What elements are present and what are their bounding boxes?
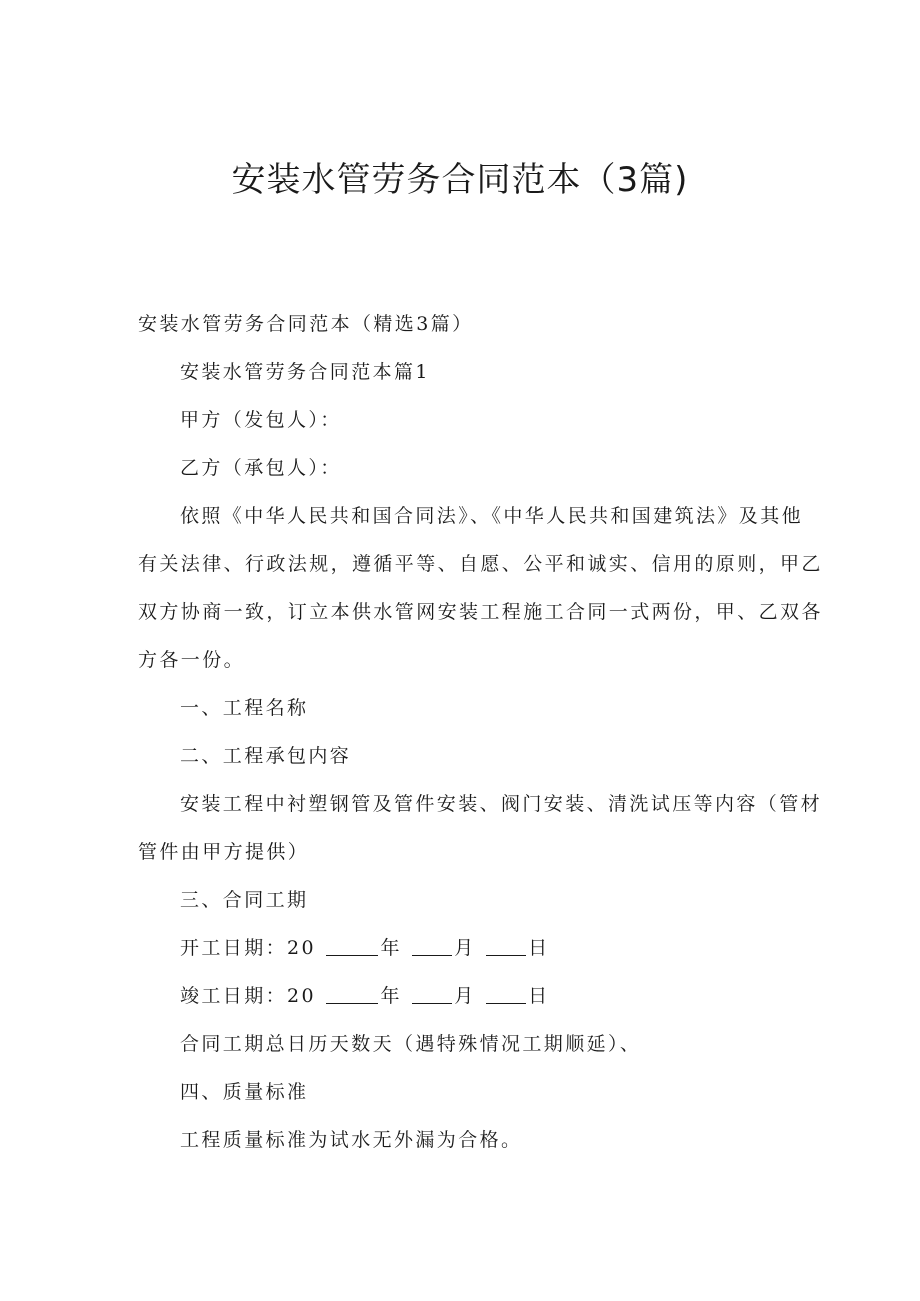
item-1-heading: 一、工程名称 [180, 697, 309, 719]
intro-line-1: 依照《中华人民共和国合同法》、《中华人民共和国建筑法》及其他 [180, 505, 804, 527]
document-subtitle: 安装水管劳务合同范本（精选3篇） [138, 313, 474, 335]
duration-line: 合同工期总日历天数天（遇特殊情况工期顺延）、 [180, 1033, 642, 1055]
start-month-blank [412, 937, 452, 956]
start-date-line [180, 934, 788, 962]
end-month-unit: 月 [454, 985, 476, 1007]
item-2-line-2: 管件由甲方提供） [138, 841, 310, 863]
document-title: 安装水管劳务合同范本（3篇) [231, 160, 689, 200]
end-date-line [180, 982, 788, 1010]
start-day-unit: 日 [528, 937, 550, 959]
party-a-line: 甲方（发包人）： [180, 409, 342, 431]
section-heading: 安装水管劳务合同范本篇1 [180, 361, 430, 383]
start-date-label: 开工日期：20 [180, 937, 316, 959]
item-3-heading: 三、合同工期 [180, 889, 309, 911]
end-year-blank [326, 985, 378, 1004]
start-year-unit: 年 [380, 937, 402, 959]
start-day-blank [486, 937, 526, 956]
intro-line-3: 双方协商一致，订立本供水管网安装工程施工合同一式两份，甲、乙双各 [138, 601, 823, 623]
end-month-blank [412, 985, 452, 1004]
end-year-unit: 年 [380, 985, 402, 1007]
intro-line-4: 方各一份。 [138, 649, 246, 671]
start-year-blank [326, 937, 378, 956]
intro-line-2: 有关法律、行政法规，遵循平等、自愿、公平和诚实、信用的原则，甲乙 [138, 553, 823, 575]
end-day-unit: 日 [528, 985, 550, 1007]
end-day-blank [486, 985, 526, 1004]
start-month-unit: 月 [454, 937, 476, 959]
item-2-heading: 二、工程承包内容 [180, 745, 352, 767]
quality-line: 工程质量标准为试水无外漏为合格。 [180, 1129, 523, 1151]
party-b-line: 乙方（承包人）： [180, 457, 342, 479]
item-2-line-1: 安装工程中衬塑钢管及管件安装、阀门安装、清洗试压等内容（管材 [180, 793, 823, 815]
end-date-label: 竣工日期：20 [180, 985, 316, 1007]
item-4-heading: 四、质量标准 [180, 1081, 309, 1103]
